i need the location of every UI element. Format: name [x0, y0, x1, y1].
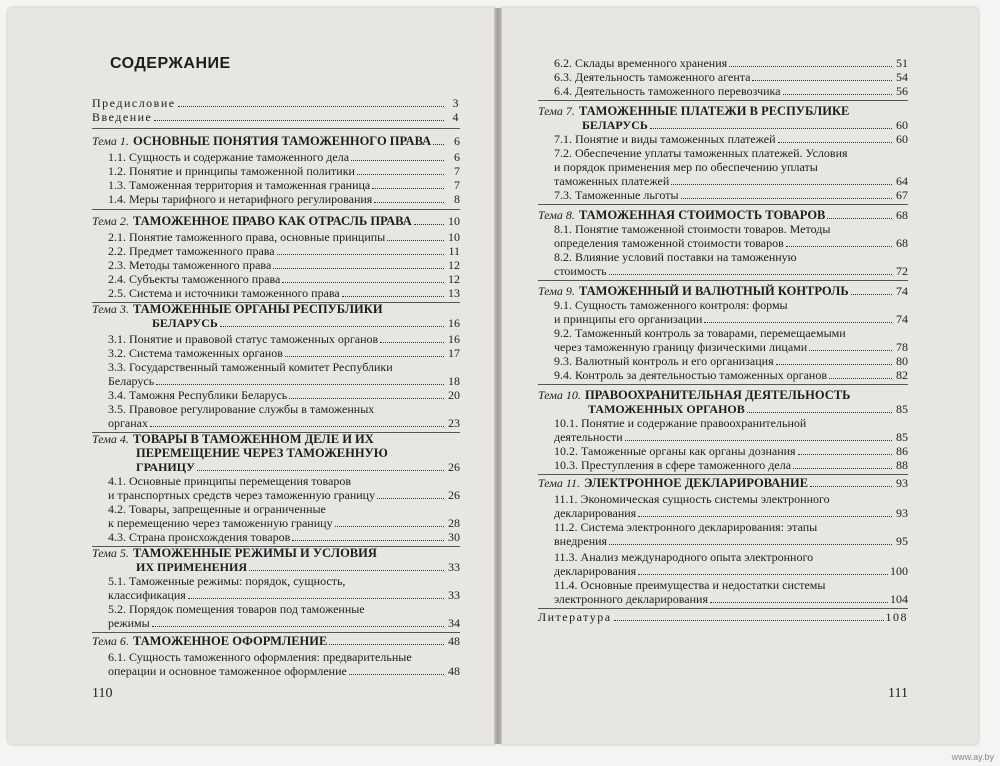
toc-item-6-2: 6.2. Склады временного хранения 51	[554, 56, 908, 70]
toc-item-9-3: 9.3. Валютный контроль и его организация 80	[554, 354, 908, 368]
toc-item-5-2: 5.2. Порядок помещения товаров под таможенные	[108, 602, 365, 616]
toc-item-9-2-cont: через таможенную границу физическими лицами 78	[554, 340, 908, 354]
toc-item-2-3: 2.3. Методы таможенного права 12	[108, 258, 460, 272]
toc-item-10-2: 10.2. Таможенные органы как органы дознания 86	[554, 444, 908, 458]
book-spine	[494, 8, 502, 744]
divider	[538, 280, 908, 281]
toc-item-9-2: 9.2. Таможенный контроль за товарами, перемещаемыми	[554, 326, 846, 340]
toc-item-1-3: 1.3. Таможенная территория и таможенная граница 7	[108, 178, 460, 192]
topic-7-heading-cont: БЕЛАРУСЬ 60	[582, 118, 908, 132]
topic-7-heading: Тема 7. ТАМОЖЕННЫЕ ПЛАТЕЖИ В РЕСПУБЛИКЕ	[538, 104, 850, 118]
divider	[92, 209, 460, 210]
toc-item-3-3: 3.3. Государственный таможенный комитет Республики	[108, 360, 393, 374]
toc-entry-preface: Предисловие 3	[92, 96, 460, 110]
toc-item-5-1: 5.1. Таможенные режимы: порядок, сущность,	[108, 574, 346, 588]
toc-item-11-2-cont: внедрения 95	[554, 534, 908, 548]
topic-1-heading: Тема 1. ОСНОВНЫЕ ПОНЯТИЯ ТАМОЖЕННОГО ПРАВА 6	[92, 134, 460, 148]
toc-item-11-3-cont: декларирования 100	[554, 564, 908, 578]
topic-11-heading: Тема 11. ЭЛЕКТРОННОЕ ДЕКЛАРИРОВАНИЕ 93	[538, 476, 908, 490]
toc-item-11-4: 11.4. Основные преимущества и недостатки системы	[554, 578, 826, 592]
toc-entry-introduction: Введение 4	[92, 110, 460, 124]
toc-item-11-1: 11.1. Экономическая сущность системы электронного	[554, 492, 830, 506]
toc-item-3-4: 3.4. Таможня Республики Беларусь 20	[108, 388, 460, 402]
toc-item-4-2: 4.2. Товары, запрещенные и ограниченные	[108, 502, 326, 516]
page-title: СОДЕРЖАНИЕ	[110, 55, 231, 72]
toc-item-1-4: 1.4. Меры тарифного и нетарифного регулирования 8	[108, 192, 460, 206]
topic-8-heading: Тема 8. ТАМОЖЕННАЯ СТОИМОСТЬ ТОВАРОВ 68	[538, 208, 908, 222]
topic-5-heading-cont: ИХ ПРИМЕНЕНИЯ 33	[136, 560, 460, 574]
toc-item-2-2: 2.2. Предмет таможенного права 11	[108, 244, 460, 258]
toc-item-2-5: 2.5. Система и источники таможенного права 13	[108, 286, 460, 300]
toc-item-3-3-cont: Беларусь 18	[108, 374, 460, 388]
toc-item-8-2-cont: стоимость 72	[554, 264, 908, 278]
toc-item-4-3: 4.3. Страна происхождения товаров 30	[108, 530, 460, 544]
toc-item-6-1-cont: операции и основное таможенное оформление 48	[108, 664, 460, 678]
topic-4-heading-cont: ПЕРЕМЕЩЕНИЕ ЧЕРЕЗ ТАМОЖЕННУЮ	[136, 446, 388, 460]
toc-item-7-2-cont2: таможенных платежей 64	[554, 174, 908, 188]
toc-item-6-1: 6.1. Сущность таможенного оформления: предварительные	[108, 650, 412, 664]
toc-item-2-4: 2.4. Субъекты таможенного права 12	[108, 272, 460, 286]
toc-item-4-1: 4.1. Основные принципы перемещения товаров	[108, 474, 351, 488]
toc-item-6-3: 6.3. Деятельность таможенного агента 54	[554, 70, 908, 84]
toc-item-1-1: 1.1. Сущность и содержание таможенного дела 6	[108, 150, 460, 164]
toc-item-7-2: 7.2. Обеспечение уплаты таможенных платежей. Условия	[554, 146, 848, 160]
toc-item-8-2: 8.2. Влияние условий поставки на таможенную	[554, 250, 797, 264]
right-toc	[538, 56, 908, 646]
divider	[538, 474, 908, 475]
toc-item-11-1-cont: декларирования 93	[554, 506, 908, 520]
toc-item-10-1-cont: деятельности 85	[554, 430, 908, 444]
toc-item-11-3: 11.3. Анализ международного опыта электронного	[554, 550, 814, 564]
toc-entry-literature: Литература 108	[538, 610, 908, 624]
toc-item-5-2-cont: режимы 34	[108, 616, 460, 630]
topic-10-heading: Тема 10. ПРАВООХРАНИТЕЛЬНАЯ ДЕЯТЕЛЬНОСТЬ	[538, 388, 851, 402]
toc-item-9-1: 9.1. Сущность таможенного контроля: формы	[554, 298, 788, 312]
topic-10-heading-cont: ТАМОЖЕННЫХ ОРГАНОВ 85	[588, 402, 908, 416]
topic-5-heading: Тема 5. ТАМОЖЕННЫЕ РЕЖИМЫ И УСЛОВИЯ	[92, 546, 377, 560]
left-toc	[92, 96, 460, 696]
toc-item-6-4: 6.4. Деятельность таможенного перевозчика 56	[554, 84, 908, 98]
toc-item-7-2-cont: и порядок применения мер по обеспечению уплаты	[554, 160, 818, 174]
right-page-number: 111	[888, 686, 908, 701]
topic-3-heading-cont: БЕЛАРУСЬ 16	[152, 316, 460, 330]
toc-item-3-5-cont: органах 23	[108, 416, 460, 430]
toc-item-3-1: 3.1. Понятие и правовой статус таможенных органов 16	[108, 332, 460, 346]
toc-item-7-1: 7.1. Понятие и виды таможенных платежей 60	[554, 132, 908, 146]
divider	[92, 128, 460, 129]
topic-9-heading: Тема 9. ТАМОЖЕННЫЙ И ВАЛЮТНЫЙ КОНТРОЛЬ 74	[538, 284, 908, 298]
toc-item-4-1-cont: и транспортных средств через таможенную границу 26	[108, 488, 460, 502]
toc-item-10-1: 10.1. Понятие и содержание правоохранительной	[554, 416, 807, 430]
divider	[538, 384, 908, 385]
topic-2-heading: Тема 2. ТАМОЖЕННОЕ ПРАВО КАК ОТРАСЛЬ ПРАВА 10	[92, 214, 460, 228]
topic-6-heading: Тема 6. ТАМОЖЕННОЕ ОФОРМЛЕНИЕ 48	[92, 634, 460, 648]
toc-item-7-3: 7.3. Таможенные льготы 67	[554, 188, 908, 202]
toc-item-5-1-cont: классификация 33	[108, 588, 460, 602]
toc-item-3-5: 3.5. Правовое регулирование службы в таможенных	[108, 402, 375, 416]
toc-item-11-2: 11.2. Система электронного декларирования: этапы	[554, 520, 818, 534]
toc-item-8-1: 8.1. Понятие таможенной стоимости товаров. Методы	[554, 222, 831, 236]
toc-item-11-4-cont: электронного декларирования 104	[554, 592, 908, 606]
toc-item-1-2: 1.2. Понятие и принципы таможенной политики 7	[108, 164, 460, 178]
toc-item-10-3: 10.3. Преступления в сфере таможенного дела 88	[554, 458, 908, 472]
toc-item-9-4: 9.4. Контроль за деятельностью таможенных органов 82	[554, 368, 908, 382]
divider	[92, 632, 460, 633]
divider	[538, 608, 908, 609]
topic-4-heading: Тема 4. ТОВАРЫ В ТАМОЖЕННОМ ДЕЛЕ И ИХ	[92, 432, 374, 446]
topic-4-heading-cont2: ГРАНИЦУ 26	[136, 460, 460, 474]
toc-item-2-1: 2.1. Понятие таможенного права, основные принципы 10	[108, 230, 460, 244]
toc-item-4-2-cont: к перемещению через таможенную границу 28	[108, 516, 460, 530]
toc-item-3-2: 3.2. Система таможенных органов 17	[108, 346, 460, 360]
topic-3-heading: Тема 3. ТАМОЖЕННЫЕ ОРГАНЫ РЕСПУБЛИКИ	[92, 302, 383, 316]
left-page-number: 110	[92, 686, 113, 701]
divider	[538, 100, 908, 101]
divider	[538, 204, 908, 205]
toc-item-8-1-cont: определения таможенной стоимости товаров 68	[554, 236, 908, 250]
watermark: www.ay.by	[951, 752, 994, 762]
toc-item-9-1-cont: и принципы его организации 74	[554, 312, 908, 326]
